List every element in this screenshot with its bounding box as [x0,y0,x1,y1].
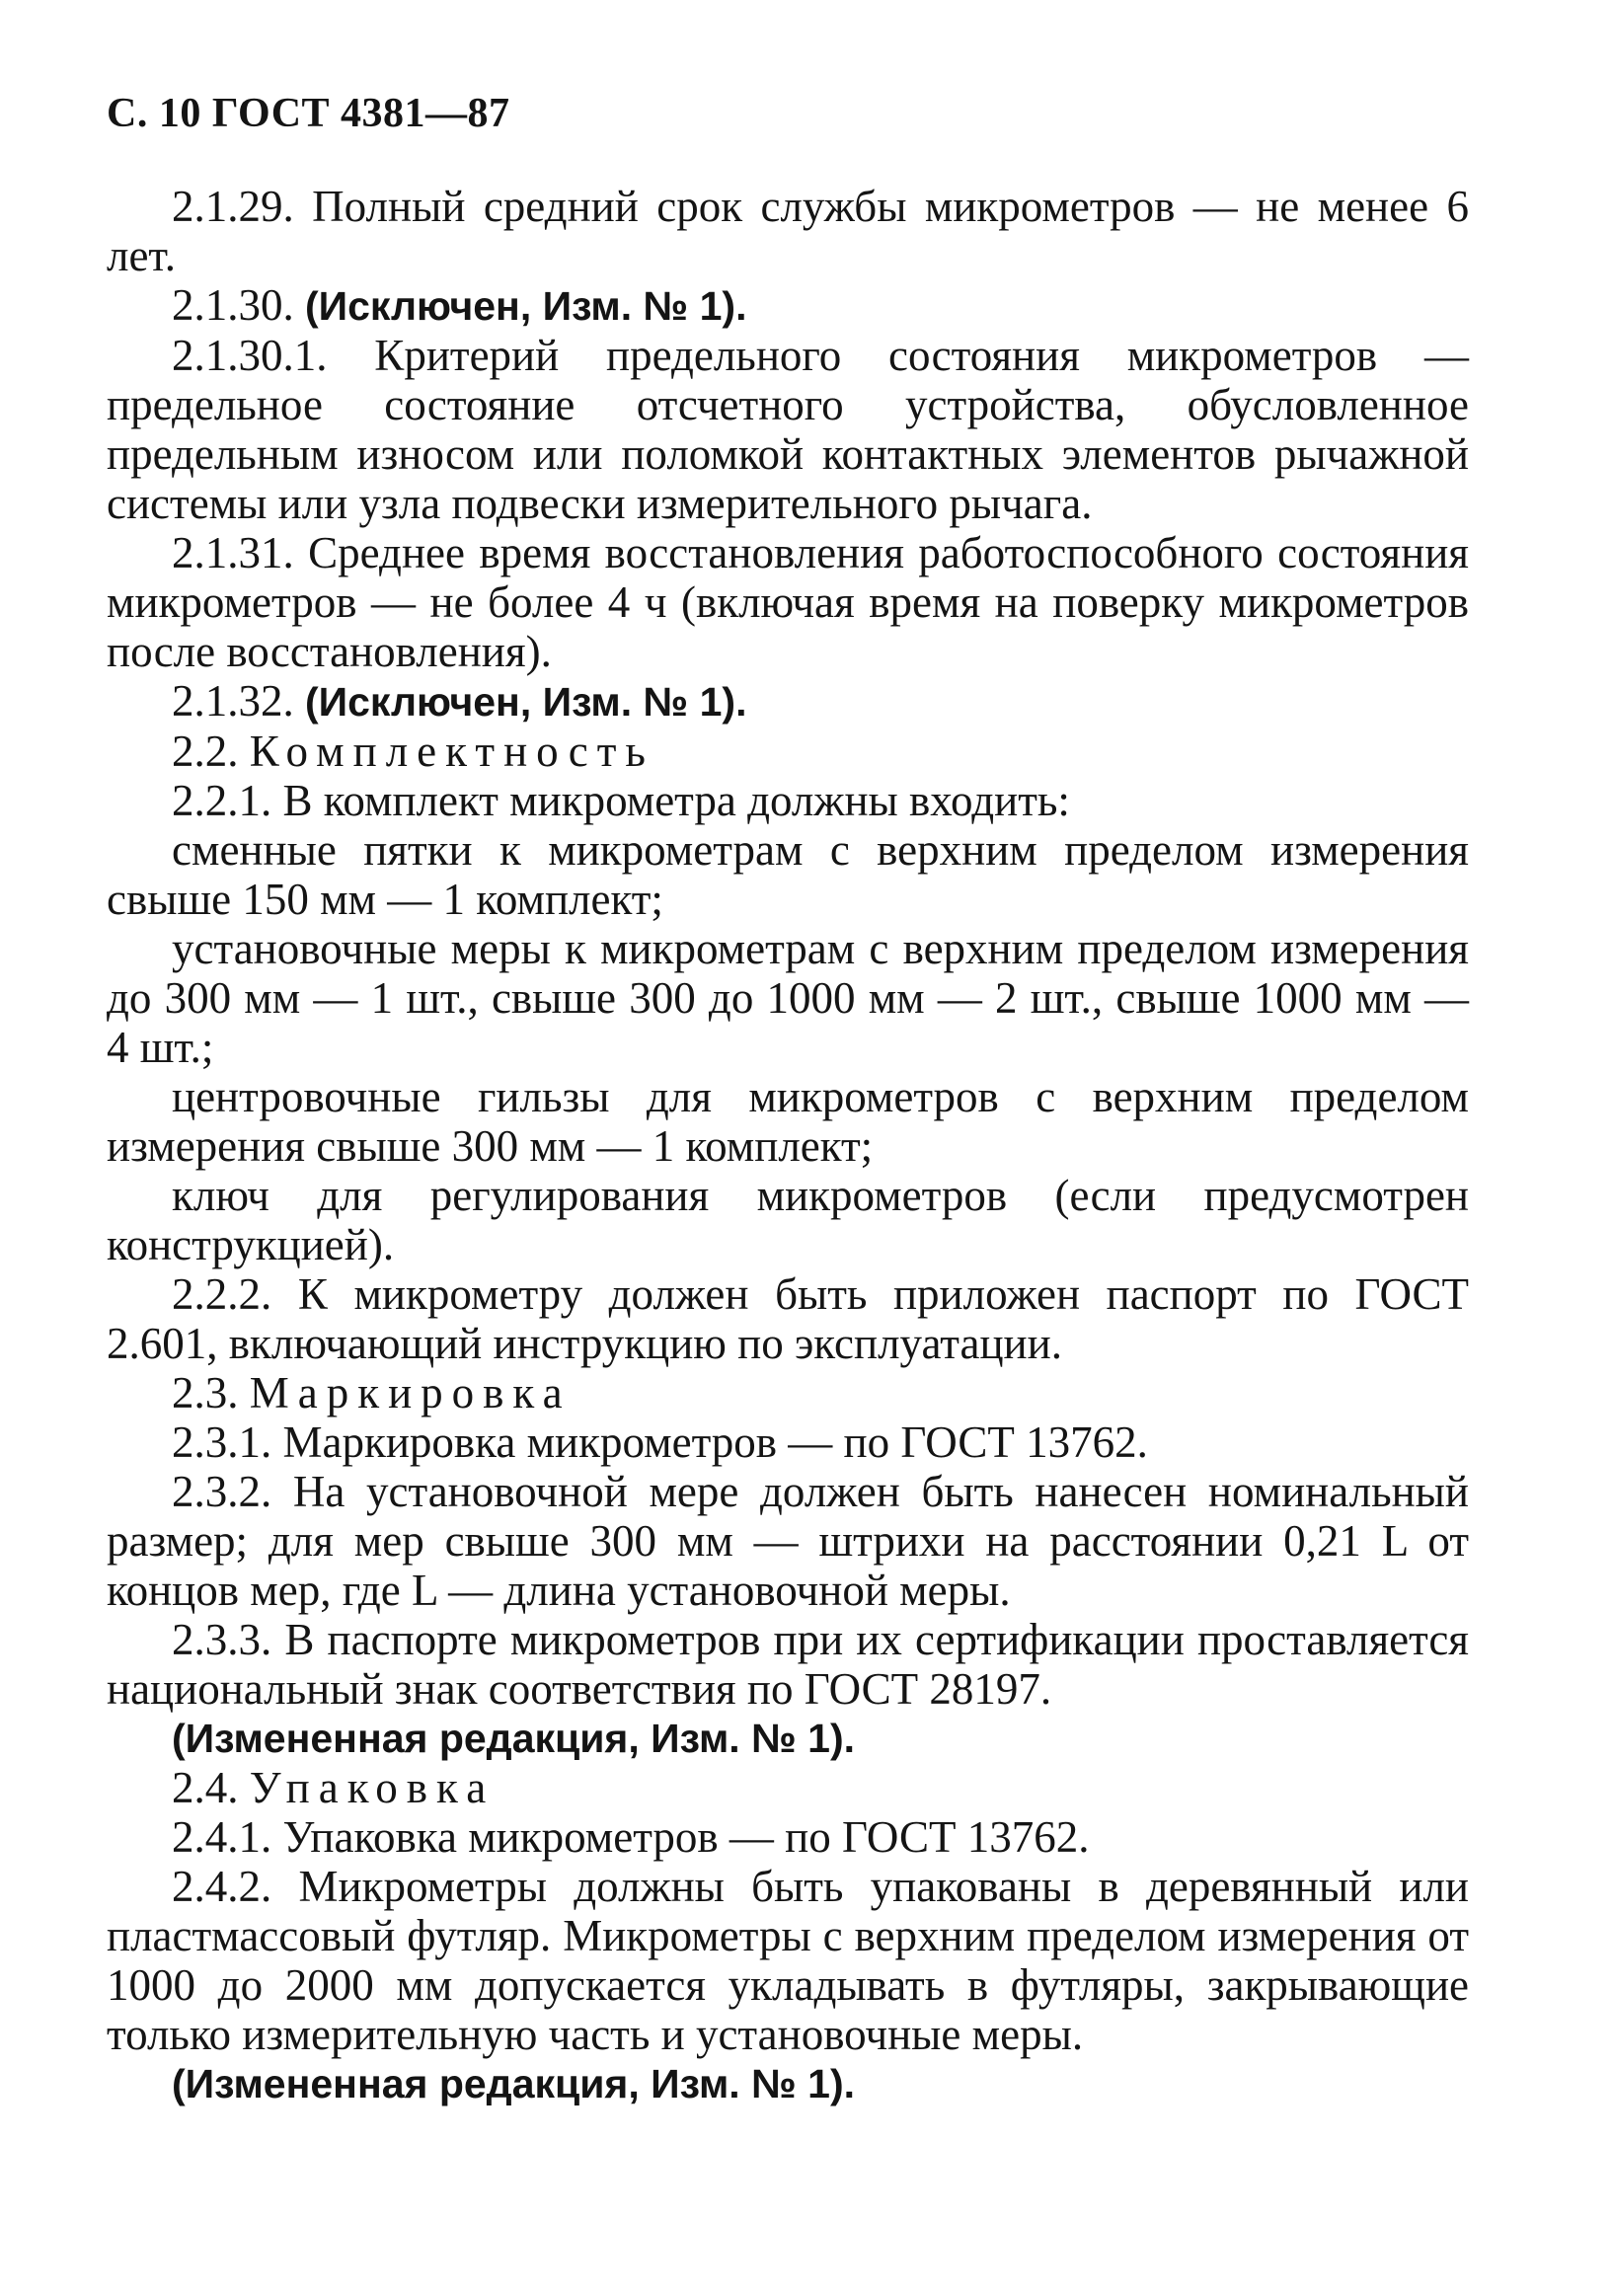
paragraph-2-2-1: 2.2.1. В комплект микрометра должны входить: [172,776,1070,825]
list-item-spare-heels: сменные пятки к микрометрам с верхним пределом измерения свыше 150 мм — 1 комплект; [107,825,1469,924]
section-title: Упаковка [249,1763,496,1812]
paragraph-2-4-1: 2.4.1. Упаковка микрометров — по ГОСТ 13762. [172,1812,1090,1862]
list-item-setting-gauges: установочные меры к микрометрам с верхним пределом измерения до 300 мм — 1 шт., свыше 300 до 1000 мм — 2 шт., свыше 1000 мм — 4 шт.; [107,924,1469,1072]
section-number: 2.3. [172,1368,239,1417]
paragraph-2-3-2: 2.3.2. На установочной мере должен быть нанесен номинальный размер; для мер свыше 300 мм — штрихи на расстоянии 0,21 L от концов мер, где L — длина установочной меры. [107,1467,1469,1615]
paragraph-number: 2.1.30. [172,280,294,330]
page-header: С. 10 ГОСТ 4381—87 [107,91,510,136]
paragraph-2-1-32 [107,676,1469,727]
section-title: Маркировка [249,1368,572,1417]
paragraph-2-3-1: 2.3.1. Маркировка микрометров — по ГОСТ 13762. [172,1417,1148,1467]
paragraph-2-1-30 [107,280,1469,331]
section-2-2-heading [107,727,1469,776]
excluded-note: (Исключен, Изм. № 1). [305,283,747,329]
revision-note: (Измененная редакция, Изм. № 1). [172,2061,856,2106]
section-2-3-heading [107,1368,1469,1417]
list-item-centering-sleeves: центровочные гильзы для микрометров с верхним пределом измерения свыше 300 мм — 1 комплект; [107,1072,1469,1171]
section-2-4-heading [107,1763,1469,1812]
document-page [107,89,1469,2108]
revision-note: (Измененная редакция, Изм. № 1). [172,1716,856,1761]
paragraph-2-4-2: 2.4.2. Микрометры должны быть упакованы в деревянный или пластмассовый футляр. Микрометры с верхним пределом измерения от 1000 до 2000 мм допускается укладывать в футляры, закрывающие только измерительную часть и установочные меры. [107,1862,1469,2059]
excluded-note: (Исключен, Изм. № 1). [305,679,747,725]
paragraph-2-3-3: 2.3.3. В паспорте микрометров при их сертификации проставляется национальный знак соответствия по ГОСТ 28197. [107,1615,1469,1714]
paragraph-2-1-30-1: 2.1.30.1. Критерий предельного состояния микрометров — предельное состояние отсчетного устройства, обусловленное предельным износом или поломкой контактных элементов рычажной системы или узла подвески измерительного рычага. [107,331,1469,528]
section-number: 2.2. [172,727,239,776]
list-item-adjusting-key: ключ для регулирования микрометров (если предусмотрен конструкцией). [107,1171,1469,1269]
section-title: Комплектность [249,727,654,776]
paragraph-2-1-29: 2.1.29. Полный средний срок службы микрометров — не менее 6 лет. [107,182,1469,280]
paragraph-2-1-31: 2.1.31. Среднее время восстановления работоспособного состояния микрометров — не более 4 ч (включая время на поверку микрометров после восстановления). [107,528,1469,676]
section-number: 2.4. [172,1763,239,1812]
paragraph-number: 2.1.32. [172,676,294,726]
paragraph-2-2-2: 2.2.2. К микрометру должен быть приложен паспорт по ГОСТ 2.601, включающий инструкцию по эксплуатации. [107,1269,1469,1368]
